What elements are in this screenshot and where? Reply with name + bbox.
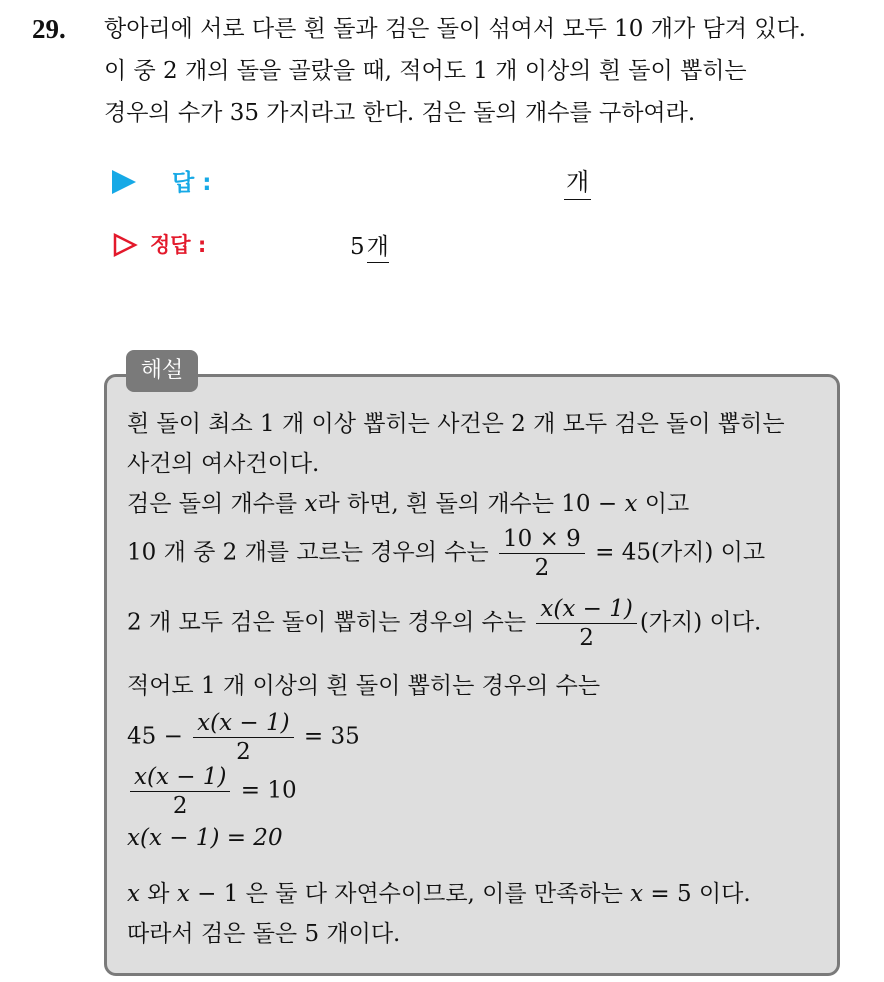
play-triangle-icon xyxy=(112,170,136,194)
denominator: 2 xyxy=(172,793,188,819)
solution-line: 적어도 1 개 이상의 흰 돌이 뽑히는 경우의 수는 xyxy=(127,673,601,699)
question-line: 이 중 2 개의 돌을 골랐을 때, 적어도 1 개 이상의 흰 돌이 뽑히는 xyxy=(104,58,747,84)
solution-line: 흰 돌이 최소 1 개 이상 뽑히는 사건은 2 개 모두 검은 돌이 뽑히는 xyxy=(127,411,785,437)
fraction xyxy=(193,709,293,766)
numerator: x(x − 1) xyxy=(536,595,636,624)
text: 10 개 중 2 개를 고르는 경우의 수는 xyxy=(127,539,497,566)
variable: x xyxy=(624,491,638,517)
correct-answer-row xyxy=(112,226,612,266)
equation: x(x − 1) = 20 xyxy=(127,825,283,851)
correct-answer-unit: 개 xyxy=(367,234,389,263)
answer-label: 답 : xyxy=(172,170,212,196)
denominator: 2 xyxy=(534,555,550,581)
variable: x xyxy=(304,491,318,517)
equation xyxy=(127,763,297,820)
outline-triangle-icon xyxy=(112,232,138,258)
numerator: 10 × 9 xyxy=(499,525,585,554)
numerator: x(x − 1) xyxy=(193,709,293,738)
fraction xyxy=(130,763,230,820)
variable: x xyxy=(176,881,190,907)
correct-answer-value xyxy=(350,228,389,261)
text: = 10 xyxy=(233,777,297,804)
text: = 5 이다. xyxy=(643,881,751,907)
solution-tag: 해설 xyxy=(126,350,198,392)
question-text xyxy=(104,8,874,134)
text: − 1 은 둘 다 자연수이므로, 이를 만족하는 xyxy=(189,881,631,907)
numerator: x(x − 1) xyxy=(130,763,230,792)
text: 와 xyxy=(139,881,177,907)
equation xyxy=(127,709,360,766)
text: 이고 xyxy=(637,491,690,517)
solution-line xyxy=(127,485,689,518)
denominator: 2 xyxy=(236,739,251,765)
text: = 35 xyxy=(296,723,360,750)
solution-line xyxy=(127,875,751,908)
question-number: 29. xyxy=(32,14,66,44)
variable: x xyxy=(127,881,140,907)
answer-row xyxy=(112,162,612,202)
fraction xyxy=(536,595,636,652)
text: = 45(가지) 이고 xyxy=(587,539,766,566)
correct-answer-label: 정답 : xyxy=(150,233,207,257)
fraction xyxy=(499,525,585,582)
variable: x xyxy=(630,881,644,907)
text: 라 하면, 흰 돌의 개수는 10 − xyxy=(317,491,625,517)
answer-unit: 개 xyxy=(564,162,591,200)
solution-line xyxy=(127,525,765,582)
correct-answer-number: 5 xyxy=(350,234,365,260)
text: 검은 돌의 개수를 xyxy=(127,491,305,517)
denominator: 2 xyxy=(579,625,594,651)
text: 45 − xyxy=(127,723,191,750)
question-line: 항아리에 서로 다른 흰 돌과 검은 돌이 섞여서 모두 10 개가 담겨 있다. xyxy=(104,16,806,42)
solution-line: 따라서 검은 돌은 5 개이다. xyxy=(127,921,401,947)
solution-line: 사건의 여사건이다. xyxy=(127,451,320,477)
text: (가지) 이다. xyxy=(639,609,762,636)
question-line: 경우의 수가 35 가지라고 한다. 검은 돌의 개수를 구하여라. xyxy=(104,100,696,126)
text: 2 개 모두 검은 돌이 뽑히는 경우의 수는 xyxy=(127,609,534,636)
solution-line xyxy=(127,595,761,652)
